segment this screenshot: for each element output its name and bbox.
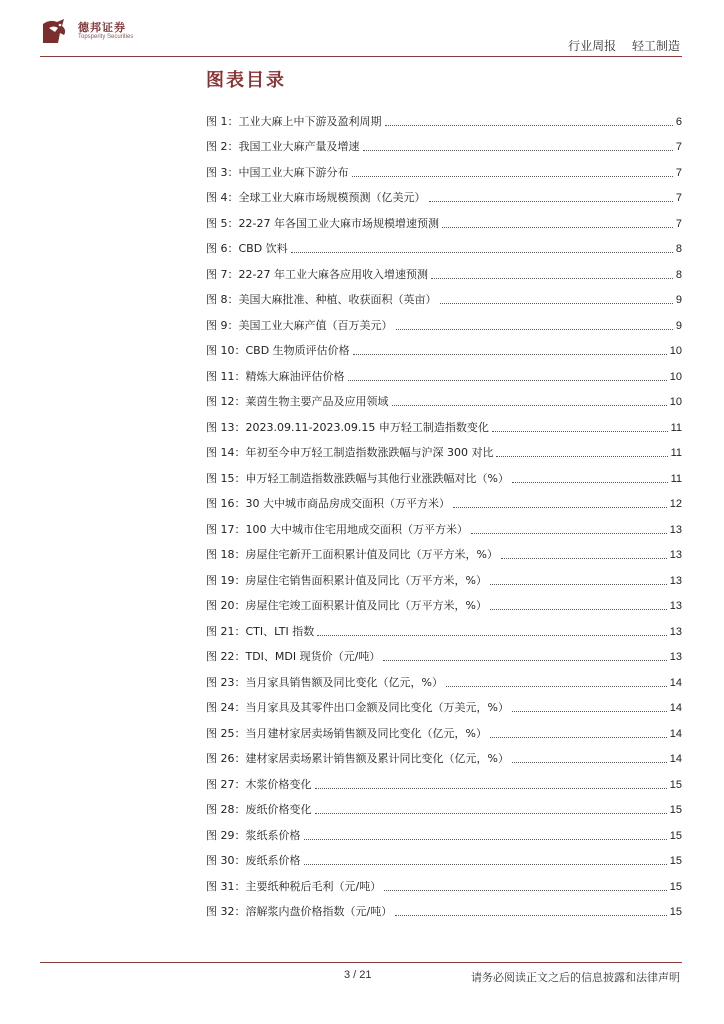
brand-name-cn: 德邦证券 xyxy=(78,21,126,34)
toc-entry-label: 图 3：中国工业大麻下游分布 xyxy=(206,165,349,179)
toc-entry-page: 7 xyxy=(675,141,682,153)
toc-entry[interactable] xyxy=(206,511,682,537)
toc-leader-dots xyxy=(431,278,673,279)
toc-entry-page: 15 xyxy=(669,829,682,842)
header-divider xyxy=(40,56,682,57)
toc-entry[interactable] xyxy=(206,384,682,410)
toc-leader-dots xyxy=(496,456,667,457)
toc-entry[interactable] xyxy=(206,103,682,129)
toc-entry-page: 9 xyxy=(675,294,682,306)
toc-entry-label: 图 15：申万轻工制造指数涨跌幅与其他行业涨跌幅对比（%） xyxy=(206,471,509,485)
toc-entry-label: 图 6：CBD 饮料 xyxy=(206,242,288,255)
toc-entry-label: 图 10：CBD 生物质评估价格 xyxy=(206,344,350,357)
toc-leader-dots xyxy=(392,405,667,406)
toc-entry[interactable] xyxy=(206,180,682,206)
toc-entry-page: 12 xyxy=(669,498,682,510)
toc-entry-label: 图 12：莱茵生物主要产品及应用领域 xyxy=(206,395,389,408)
toc-entry-page: 6 xyxy=(675,115,682,128)
toc-leader-dots xyxy=(446,686,667,687)
toc-leader-dots xyxy=(501,558,667,559)
toc-leader-dots xyxy=(490,609,667,610)
toc-leader-dots xyxy=(363,150,673,151)
toc-entry-label: 图 7：22-27 年工业大麻各应用收入增速预测 xyxy=(206,267,428,281)
toc-leader-dots xyxy=(384,890,667,891)
toc-entry-page: 11 xyxy=(670,472,682,485)
toc-entry[interactable] xyxy=(206,792,682,818)
toc-entry[interactable] xyxy=(206,715,682,741)
toc-entry-label: 图 32：溶解浆内盘价格指数（元/吨） xyxy=(206,905,393,918)
toc-leader-dots xyxy=(304,864,667,865)
toc-leader-dots xyxy=(317,635,667,636)
toc-entry-label: 图 1：工业大麻上中下游及盈利周期 xyxy=(206,114,382,128)
toc-entry-label: 图 2：我国工业大麻产量及增速 xyxy=(206,140,360,153)
toc-entry-label: 图 16：30 大中城市商品房成交面积（万平方米） xyxy=(206,497,450,510)
toc-leader-dots xyxy=(512,482,668,483)
toc-entry-label: 图 29：浆纸系价格 xyxy=(206,828,301,842)
toc-entry-page: 15 xyxy=(669,906,682,918)
toc-leader-dots xyxy=(383,660,666,661)
toc-entry-label: 图 20：房屋住宅竣工面积累计值及同比（万平方米，%） xyxy=(206,599,487,612)
toc-entry-page: 13 xyxy=(669,651,682,663)
toc-entry-label: 图 4：全球工业大麻市场规模预测（亿美元） xyxy=(206,191,426,204)
toc-entry-page: 13 xyxy=(669,625,682,638)
toc-leader-dots xyxy=(396,329,673,330)
toc-leader-dots xyxy=(453,507,667,508)
toc-entry-label: 图 23：当月家具销售额及同比变化（亿元，%） xyxy=(206,675,443,689)
toc-entry-page: 13 xyxy=(669,523,682,536)
toc-entry[interactable] xyxy=(206,282,682,308)
toc-entry-label: 图 9：美国工业大麻产值（百万美元） xyxy=(206,318,393,332)
toc-leader-dots xyxy=(353,354,667,355)
toc-entry-page: 11 xyxy=(670,421,682,434)
toc-entry-page: 10 xyxy=(669,370,682,383)
toc-entry-page: 13 xyxy=(669,574,682,587)
toc-entry-page: 11 xyxy=(670,447,682,459)
toc-entry-label: 图 22：TDI、MDI 现货价（元/吨） xyxy=(206,650,381,663)
toc-entry[interactable] xyxy=(206,664,682,690)
toc-entry-page: 7 xyxy=(675,192,682,204)
toc-entry-label: 图 13：2023.09.11-2023.09.15 申万轻工制造指数变化 xyxy=(206,420,489,434)
toc-entry[interactable] xyxy=(206,358,682,384)
report-sector: 轻工制造 xyxy=(631,39,680,53)
brand-name-en: Topsperity Securities xyxy=(78,34,134,40)
toc-entry[interactable] xyxy=(206,613,682,639)
toc-entry-label: 图 30：废纸系价格 xyxy=(206,854,301,867)
toc-entry-label: 图 25：当月建材家居卖场销售额及同比变化（亿元，%） xyxy=(206,726,487,740)
toc-leader-dots xyxy=(471,533,667,534)
toc-entry[interactable] xyxy=(206,690,682,716)
toc-entry-page: 14 xyxy=(669,676,682,689)
toc-entry[interactable] xyxy=(206,307,682,333)
toc-entry-page: 10 xyxy=(669,396,682,408)
toc-entry-label: 图 31：主要纸种税后毛利（元/吨） xyxy=(206,879,382,893)
toc-leader-dots xyxy=(385,125,673,126)
toc-entry-label: 图 14：年初至今申万轻工制造指数涨跌幅与沪深 300 对比 xyxy=(206,446,494,459)
toc-leader-dots xyxy=(492,431,668,432)
footer-disclaimer: 请务必阅读正文之后的信息披露和法律声明 xyxy=(471,971,680,984)
toc-entry[interactable] xyxy=(206,868,682,894)
toc-entry[interactable] xyxy=(206,588,682,614)
toc-leader-dots xyxy=(490,584,667,585)
toc-entry[interactable] xyxy=(206,129,682,155)
toc-entry[interactable] xyxy=(206,562,682,588)
toc-entry[interactable] xyxy=(206,409,682,435)
toc-leader-dots xyxy=(442,227,673,228)
toc-entry-page: 15 xyxy=(669,855,682,867)
toc-entry-label: 图 5：22-27 年各国工业大麻市场规模增速预测 xyxy=(206,216,439,230)
toc-leader-dots xyxy=(352,176,673,177)
toc-leader-dots xyxy=(429,201,673,202)
toc-entry-page: 14 xyxy=(669,702,682,714)
toc-entry-label: 图 28：废纸价格变化 xyxy=(206,803,312,816)
toc-entry-label: 图 11：精炼大麻油评估价格 xyxy=(206,369,345,383)
toc-entry[interactable] xyxy=(206,231,682,257)
toc-entry[interactable] xyxy=(206,333,682,359)
company-logo-icon xyxy=(40,16,70,46)
figure-list xyxy=(206,103,682,919)
page-header xyxy=(0,0,724,58)
toc-entry-page: 8 xyxy=(675,268,682,281)
toc-entry-page: 14 xyxy=(669,753,682,765)
toc-entry[interactable] xyxy=(206,741,682,767)
toc-entry-label: 图 8：美国大麻批准、种植、收获面积（英亩） xyxy=(206,293,437,306)
toc-entry[interactable] xyxy=(206,486,682,512)
toc-entry-page: 13 xyxy=(669,600,682,612)
toc-entry-label: 图 26：建材家居卖场累计销售额及累计同比变化（亿元，%） xyxy=(206,752,509,765)
toc-entry[interactable] xyxy=(206,843,682,869)
toc-entry[interactable] xyxy=(206,460,682,486)
toc-entry-page: 15 xyxy=(669,804,682,816)
toc-entry[interactable] xyxy=(206,256,682,282)
toc-entry[interactable] xyxy=(206,537,682,563)
toc-entry-page: 13 xyxy=(669,549,682,561)
footer-divider xyxy=(40,962,682,963)
toc-leader-dots xyxy=(291,252,673,253)
toc-entry-label: 图 17：100 大中城市住宅用地成交面积（万平方米） xyxy=(206,522,468,536)
toc-leader-dots xyxy=(512,762,667,763)
toc-leader-dots xyxy=(395,915,667,916)
toc-entry-page: 14 xyxy=(669,727,682,740)
toc-leader-dots xyxy=(304,839,667,840)
toc-leader-dots xyxy=(315,813,667,814)
toc-entry[interactable] xyxy=(206,894,682,920)
toc-entry[interactable] xyxy=(206,639,682,665)
toc-entry-page: 7 xyxy=(675,166,682,179)
toc-leader-dots xyxy=(512,711,667,712)
toc-entry-page: 10 xyxy=(669,345,682,357)
toc-leader-dots xyxy=(440,303,673,304)
toc-entry-page: 15 xyxy=(669,880,682,893)
toc-entry-label: 图 18：房屋住宅新开工面积累计值及同比（万平方米，%） xyxy=(206,548,498,561)
toc-entry[interactable] xyxy=(206,766,682,792)
toc-entry[interactable] xyxy=(206,205,682,231)
toc-entry-page: 8 xyxy=(675,243,682,255)
toc-entry-page: 7 xyxy=(675,217,682,230)
toc-entry-page: 15 xyxy=(669,778,682,791)
toc-entry[interactable] xyxy=(206,435,682,461)
toc-entry[interactable] xyxy=(206,154,682,180)
toc-leader-dots xyxy=(348,380,667,381)
toc-entry-label: 图 21：CTI、LTI 指数 xyxy=(206,624,315,638)
toc-entry-page: 9 xyxy=(675,319,682,332)
toc-leader-dots xyxy=(315,788,667,789)
toc-entry-label: 图 24：当月家具及其零件出口金额及同比变化（万美元，%） xyxy=(206,701,509,714)
toc-entry-label: 图 27：木浆价格变化 xyxy=(206,777,312,791)
page-title: 图表目录 xyxy=(206,70,286,91)
toc-entry[interactable] xyxy=(206,817,682,843)
report-category: 行业周报 xyxy=(568,39,617,53)
header-tags xyxy=(556,37,680,54)
page-number: 3 / 21 xyxy=(344,969,372,981)
toc-leader-dots xyxy=(490,737,667,738)
toc-entry-label: 图 19：房屋住宅销售面积累计值及同比（万平方米，%） xyxy=(206,573,487,587)
